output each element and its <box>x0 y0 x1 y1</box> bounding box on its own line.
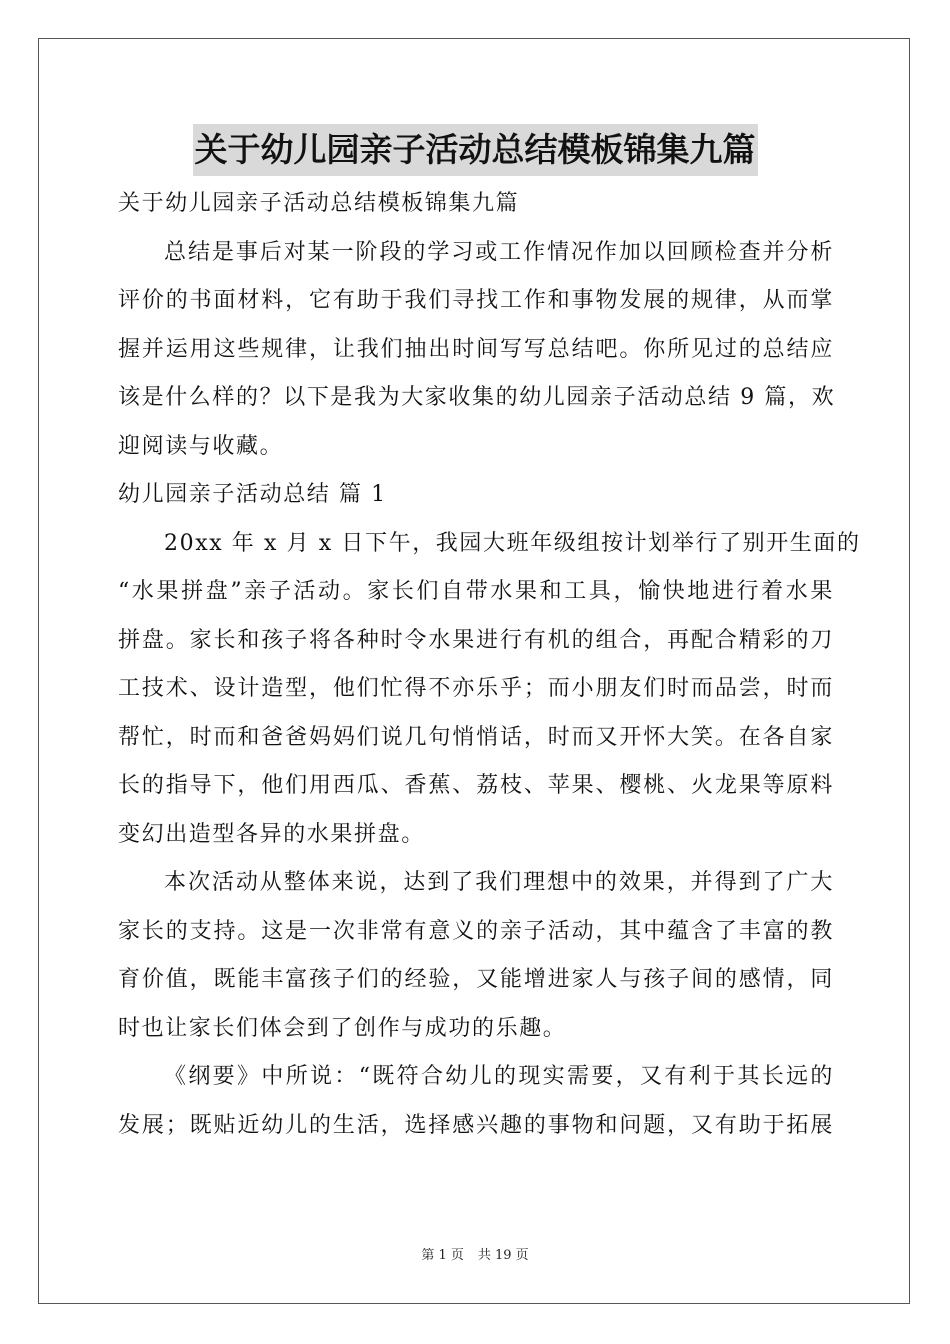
section-heading: 幼儿园亲子活动总结 篇 1 <box>118 482 387 507</box>
paragraph-line: 时也让家长们体会到了创作与成功的乐趣。 <box>118 1015 567 1041</box>
page-total: 共 19 页 <box>477 1248 529 1263</box>
paragraph-line: 《纲要》中所说：“既符合幼儿的现实需要，又有利于其长远的 <box>164 1064 834 1089</box>
subtitle-line: 关于幼儿园亲子活动总结模板锦集九篇 <box>118 191 520 216</box>
paragraph-line: 变幻出造型各异的水果拼盘。 <box>118 821 425 847</box>
paragraph-line: 20xx 年 x 月 x 日下午，我园大班年级组按计划举行了别开生面的 <box>164 530 861 556</box>
paragraph-line: 迎阅读与收藏。 <box>118 433 284 459</box>
document-title: 关于幼儿园亲子活动总结模板锦集九篇 <box>193 124 758 176</box>
paragraph-line: 评价的书面材料，它有助于我们寻找工作和事物发展的规律，从而掌 <box>118 288 834 313</box>
paragraph-line: 该是什么样的？以下是我为大家收集的幼儿园亲子活动总结 9 篇，欢 <box>118 385 836 410</box>
paragraph-line: 总结是事后对某一阶段的学习或工作情况作加以回顾检查并分析 <box>164 239 834 265</box>
title-container <box>0 124 950 176</box>
paragraph-line: 育价值，既能丰富孩子们的经验，又能增进家人与孩子间的感情，同 <box>118 967 834 992</box>
paragraph-line: 握并运用这些规律，让我们抽出时间写写总结吧。你所见过的总结应 <box>118 336 834 362</box>
page-number: 第 1 页 <box>421 1248 464 1263</box>
paragraph-line: 长的指导下，他们用西瓜、香蕉、荔枝、苹果、樱桃、火龙果等原料 <box>118 773 834 798</box>
page-footer <box>0 1246 950 1266</box>
paragraph-line: 拼盘。家长和孩子将各种时令水果进行有机的组合，再配合精彩的刀 <box>118 627 834 653</box>
paragraph-line: 帮忙，时而和爸爸妈妈们说几句悄悄话，时而又开怀大笑。在各自家 <box>118 724 834 750</box>
paragraph-line: 家长的支持。这是一次非常有意义的亲子活动，其中蕴含了丰富的教 <box>118 918 834 944</box>
paragraph-line: 本次活动从整体来说，达到了我们理想中的效果，并得到了广大 <box>164 870 834 895</box>
paragraph-line: 发展；既贴近幼儿的生活，选择感兴趣的事物和问题，又有助于拓展 <box>118 1112 834 1138</box>
paragraph-line: 工技术、设计造型，他们忙得不亦乐乎；而小朋友们时而品尝，时而 <box>118 676 834 701</box>
paragraph-line: “水果拼盘”亲子活动。家长们自带水果和工具，愉快地进行着水果 <box>118 579 834 604</box>
document-body <box>118 180 861 1150</box>
